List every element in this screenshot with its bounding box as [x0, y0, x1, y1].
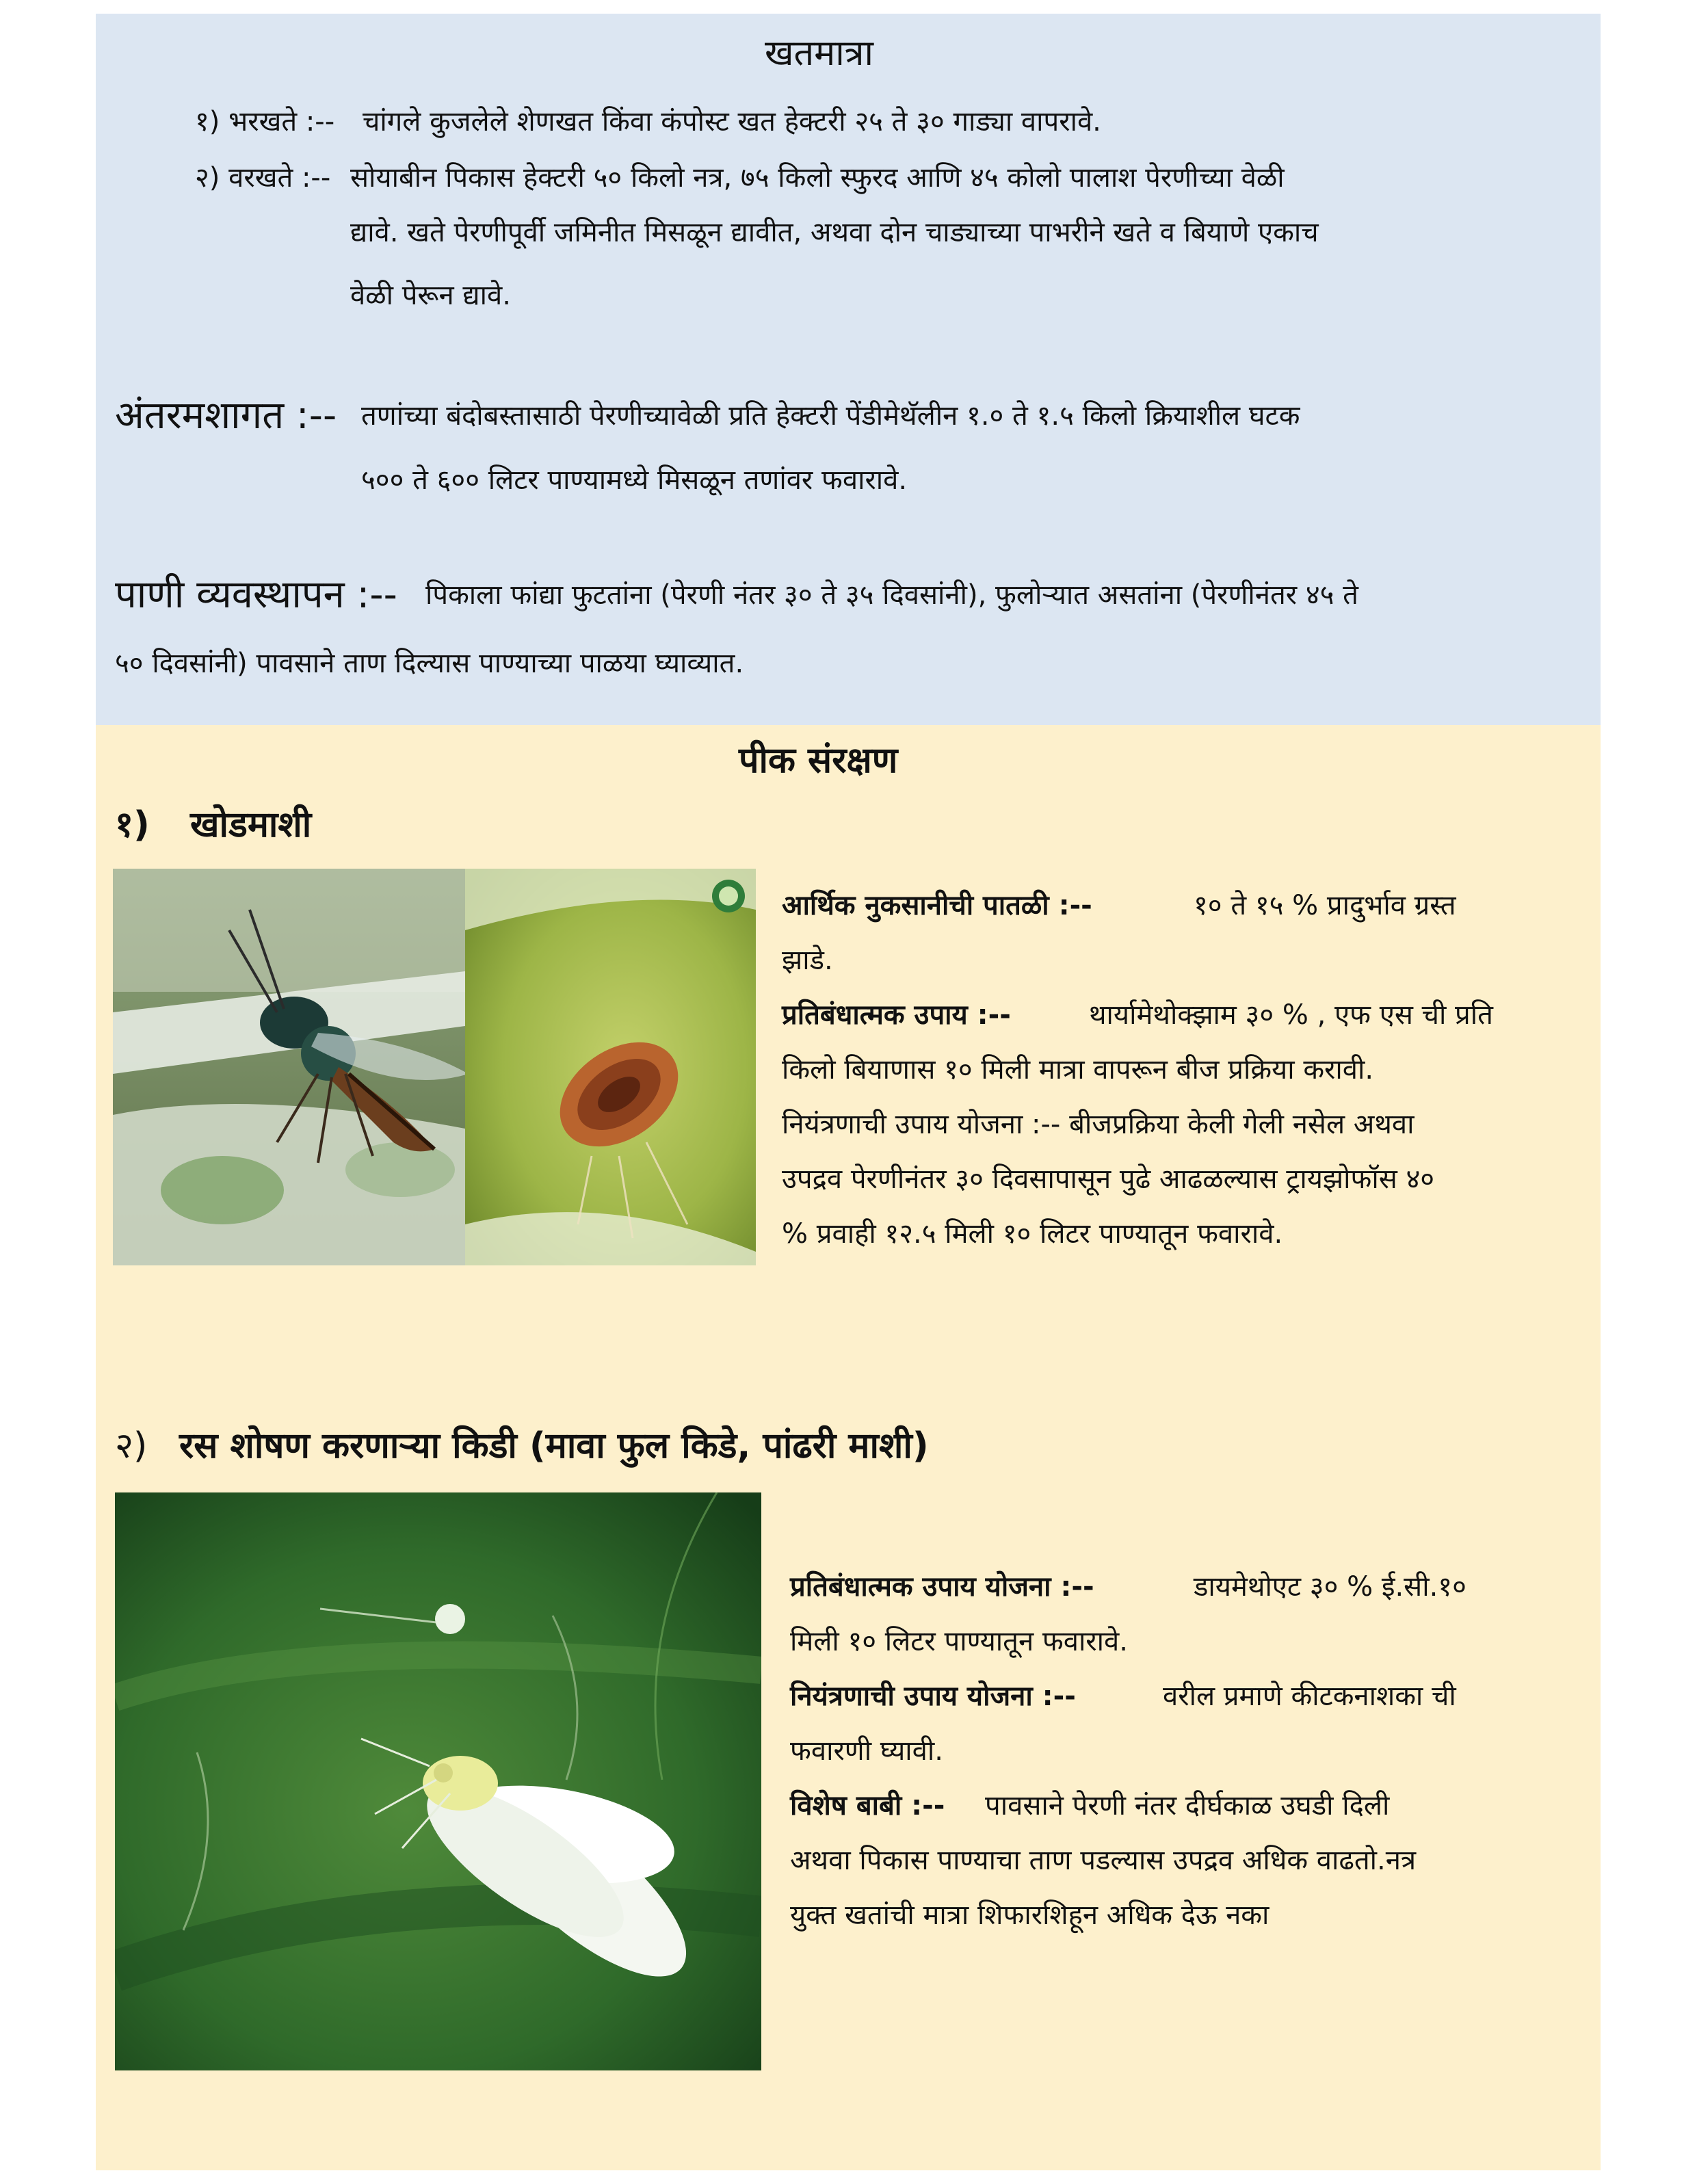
pest1-control-line: नियंत्रणाची उपाय योजना :-- बीजप्रक्रिया केली गेली नसेल अथवा — [782, 1109, 1415, 1140]
pest2-number: २) — [115, 1425, 148, 1466]
pest1-etl-label: आर्थिक नुकसानीची पातळी :-- — [782, 890, 1092, 921]
pest2-special-text: पावसाने पेरणी नंतर दीर्घकाळ उघडी दिली — [985, 1790, 1390, 1821]
intercultivation-line: ५०० ते ६०० लिटर पाण्यामध्ये मिसळून तणांवर फवारावे. — [361, 464, 908, 496]
pest1-etl-text: १० ते १५ % प्रादुर्भाव ग्रस्त — [1194, 890, 1456, 921]
pest1-name: खोडमाशी — [190, 804, 312, 845]
stem-fly-photo — [113, 869, 756, 1265]
intercultivation-line: तणांच्या बंदोबस्तासाठी पेरणीच्यावेळी प्रति हेक्टरी पेंडीमेथॅलीन १.० ते १.५ किलो क्रियाशील घटक — [361, 400, 1300, 432]
top-dressing-line: सोयाबीन पिकास हेक्टरी ५० किलो नत्र, ७५ किलो स्फुरद आणि ४५ कोलो पालाश पेरणीच्या वेळी — [350, 162, 1285, 194]
pest2-preventive-label: प्रतिबंधात्मक उपाय योजना :-- — [790, 1571, 1094, 1603]
water-management-line: पिकाला फांद्या फुटतांना (पेरणी नंतर ३० ते ३५ दिवसांनी), फुलोऱ्यात असतांना (पेरणीनंतर ४५ ते — [425, 579, 1358, 611]
pest2-special-text: अथवा पिकास पाण्याचा ताण पडल्यास उपद्रव अधिक वाढतो.नत्र — [790, 1845, 1417, 1876]
pest2-control-text: फवारणी घ्यावी. — [790, 1735, 943, 1767]
basal-fertilizer-label: १) भरखते :-- — [195, 106, 335, 137]
pest2-control-label: नियंत्रणाची उपाय योजना :-- — [790, 1681, 1076, 1712]
top-dressing-line: द्यावे. खते पेरणीपूर्वी जमिनीत मिसळून द्यावीत, अथवा दोन चाड्याच्या पाभरीने खते व बियाणे एकाच — [350, 217, 1319, 248]
pest2-special-text: युक्त खतांची मात्रा शिफारशिहून अधिक देऊ नका — [790, 1899, 1270, 1931]
pest1-control-line: उपद्रव पेरणीनंतर ३० दिवसापासून पुढे आढळल्यास ट्रायझोफॉस ४० — [782, 1163, 1435, 1195]
whitefly-photo — [115, 1492, 761, 2070]
pest2-preventive-text: डायमेथोएट ३० % ई.सी.१० — [1194, 1571, 1466, 1603]
pest1-number: १) — [115, 804, 150, 845]
fertilizer-title: खतमात्रा — [765, 33, 873, 74]
pest1-preventive-text: किलो बियाणास १० मिली मात्रा वापरून बीज प्रक्रिया करावी. — [782, 1054, 1374, 1086]
pest1-preventive-text: थार्यामेथोक्झाम ३० % , एफ एस ची प्रति — [1089, 999, 1493, 1031]
pest1-preventive-label: प्रतिबंधात्मक उपाय :-- — [782, 999, 1011, 1031]
top-dressing-label: २) वरखते :-- — [195, 162, 331, 194]
water-management-line: ५० दिवसांनी) पावसाने ताण दिल्यास पाण्याच्या पाळया घ्याव्यात. — [115, 648, 744, 679]
water-management-label: पाणी व्यवस्थापन :-- — [115, 573, 397, 617]
pest2-special-label: विशेष बाबी :-- — [790, 1790, 945, 1821]
pest1-control-line: % प्रवाही १२.५ मिली १० लिटर पाण्यातून फवारावे. — [782, 1218, 1283, 1250]
pest1-etl-text: झाडे. — [782, 945, 833, 976]
pest2-control-text: वरील प्रमाणे कीटकनाशका ची — [1163, 1681, 1456, 1712]
pest2-preventive-text: मिली १० लिटर पाण्यातून फवारावे. — [790, 1626, 1128, 1657]
intercultivation-label: अंतरमशागत :-- — [115, 393, 337, 438]
plant-protection-title: पीक संरक्षण — [739, 740, 898, 781]
pest2-name: रस शोषण करणाऱ्या किडी (मावा फुल किडे, पांढरी माशी) — [179, 1425, 929, 1466]
top-dressing-line: वेळी पेरून द्यावे. — [350, 280, 511, 311]
basal-fertilizer-text: चांगले कुजलेले शेणखत किंवा कंपोस्ट खत हेक्टरी २५ ते ३० गाड्या वापरावे. — [363, 106, 1101, 137]
